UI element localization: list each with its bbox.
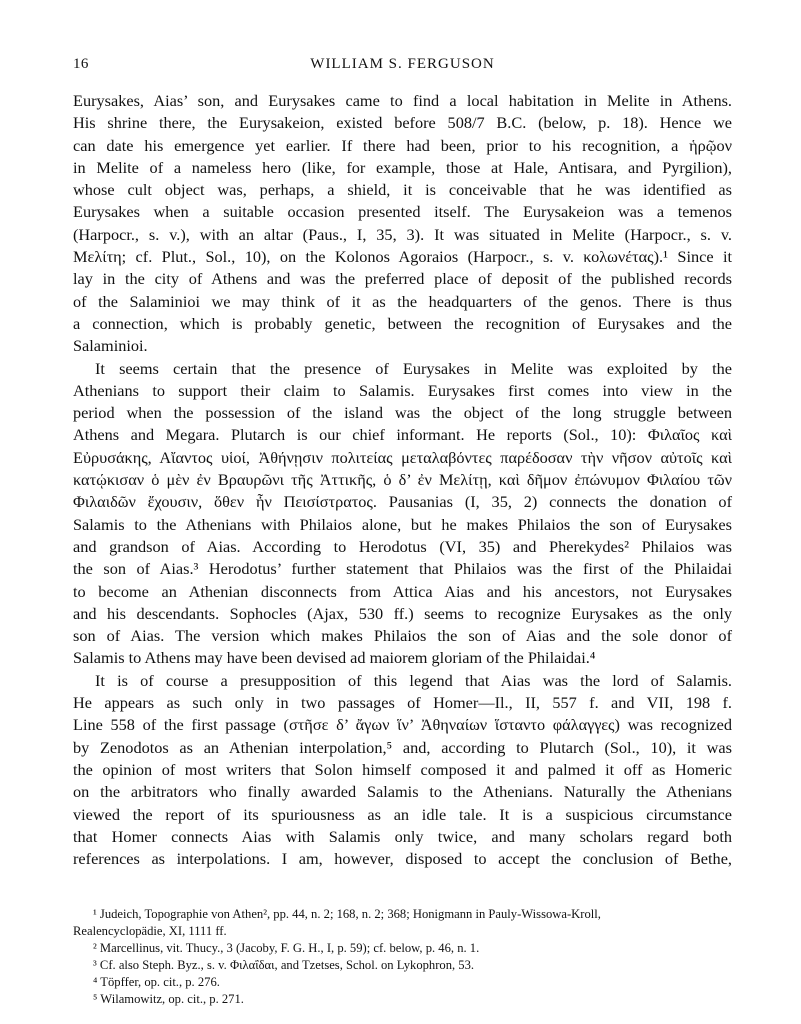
text-line: His shrine there, the Eurysakeion, existed before 508/7 B.C. (below, p. 18). Hence we <box>73 113 732 133</box>
text-line: whose cult object was, perhaps, a shield, it is conceivable that he was identified as <box>73 180 732 200</box>
text-line: to become an Athenian disconnects from Attica Aias and his ancestors, not Eurysakes <box>73 581 732 601</box>
footnote-line: Realencyclopädie, XI, 1111 ff. <box>73 924 227 938</box>
footnote-line: ⁵ Wilamowitz, op. cit., p. 271. <box>93 992 244 1006</box>
footnote-line: ² Marcellinus, vit. Thucy., 3 (Jacoby, F. G. H., I, p. 59); cf. below, p. 46, n. 1. <box>93 941 480 955</box>
book-page <box>73 56 732 1006</box>
text-line: It seems certain that the presence of Eurysakes in Melite was exploited by the <box>95 358 732 378</box>
running-header <box>73 56 732 80</box>
text-line: can date his emergence yet earlier. If there had been, prior to his recognition, a ἡρῷον <box>73 135 732 155</box>
text-line: that Homer connects Aias with Salamis only twice, and many scholars regard both <box>73 826 732 846</box>
footnote-line: ³ Cf. also Steph. Byz., s. v. Φιλαΐδαι, and Tzetses, Schol. on Lykophron, 53. <box>93 958 475 972</box>
footnote-line: ⁴ Töpffer, op. cit., p. 276. <box>93 975 220 989</box>
text-line: Athens and Megara. Plutarch is our chief informant. He reports (Sol., 10): Φιλαῖος καὶ <box>73 425 732 445</box>
text-line: Εὐρυσάκης, Αἴαντος υἱοί, Ἀθήνῃσιν πολιτείας μεταλαβόντες παρέδοσαν τὴν νῆσον αὐτοῖς καὶ <box>73 447 732 467</box>
text-line: Salamis to the Athenians with Philaios alone, but he makes Philaios the son of Eurysakes <box>73 514 732 534</box>
text-line: κατῴκισαν ὁ μὲν ἐν Βραυρῶνι τῆς Ἀττικῆς, ὁ δ’ ἐν Μελίτῃ, καὶ δῆμον ἐπώνυμον Φιλαίου τῶν <box>73 470 732 490</box>
text-line: and grandson of Aias. According to Herodotus (VI, 35) and Pherekydes² Philaios was <box>73 536 732 556</box>
text-line: lay in the city of Athens and was the preferred place of deposit of the published records <box>73 269 732 289</box>
text-line: son of Aias. The version which makes Philaios the son of Aias and the sole donor of <box>73 626 732 646</box>
page-number: 16 <box>73 56 89 72</box>
body-text <box>73 90 732 870</box>
text-line: Line 558 of the first passage (στῆσε δ’ ἄγων ἵν’ Ἀθηναίων ἵσταντο φάλαγγες) was recognized <box>73 715 732 735</box>
footnote-line: ¹ Judeich, Topographie von Athen², pp. 44, n. 2; 168, n. 2; 368; Honigmann in Pauly-Wissowa-Kroll, <box>93 907 601 921</box>
text-line: a connection, which is probably genetic, between the recognition of Eurysakes and the <box>73 313 732 333</box>
text-line: on the arbitrators who finally awarded Salamis to the Athenians. Naturally the Athenians <box>73 782 732 802</box>
text-line: the opinion of most writers that Solon himself composed it and palmed it off as Homeric <box>73 759 732 779</box>
text-line: viewed the report of its spuriousness as an idle tale. It is a suspicious circumstance <box>73 804 732 824</box>
text-line: of the Salaminioi we may think of it as the headquarters of the genos. There is thus <box>73 291 732 311</box>
running-title: WILLIAM S. FERGUSON <box>310 56 495 72</box>
footnotes <box>73 906 732 1008</box>
text-line: by Zenodotos as an Athenian interpolation,⁵ and, according to Plutarch (Sol., 10), it was <box>73 737 732 757</box>
text-line: and his descendants. Sophocles (Ajax, 530 ff.) seems to recognize Eurysakes as the only <box>73 603 732 623</box>
text-line: Φιλαιδῶν ἔχουσιν, ὅθεν ἦν Πεισίστρατος. Pausanias (I, 35, 2) connects the donation of <box>73 492 732 512</box>
text-line: in Melite of a nameless hero (like, for example, those at Hale, Antisara, and Pyrgilion), <box>73 157 732 177</box>
text-line: Eurysakes, Aias’ son, and Eurysakes came to find a local habitation in Melite in Athens. <box>73 91 732 110</box>
text-line: It is of course a presupposition of this legend that Aias was the lord of Salamis. <box>95 670 732 690</box>
text-line: He appears as such only in two passages of Homer—Il., II, 557 f. and VII, 198 f. <box>73 693 732 713</box>
text-line: Salamis to Athens may have been devised ad maiorem gloriam of the Philaidai.⁴ <box>73 648 596 668</box>
text-line: Μελίτη; cf. Plut., Sol., 10), on the Kolonos Agoraios (Harpocr., s. v. κολωνέτας).¹ Since it <box>73 247 732 267</box>
text-line: references as interpolations. I am, however, disposed to accept the conclusion of Bethe, <box>73 849 732 869</box>
text-line: (Harpocr., s. v.), with an altar (Paus., I, 35, 3). It was situated in Melite (Harpocr., s. v. <box>73 224 732 244</box>
text-line: Eurysakes when a suitable occasion presented itself. The Eurysakeion was a temenos <box>73 202 732 222</box>
text-line: Athenians to support their claim to Salamis. Eurysakes first comes into view in the <box>73 380 732 400</box>
text-line: the son of Aias.³ Herodotus’ further statement that Philaios was the first of the Philaidai <box>73 559 732 579</box>
text-line: period when the possession of the island was the object of the long struggle between <box>73 403 732 423</box>
text-line: Salaminioi. <box>73 336 148 356</box>
